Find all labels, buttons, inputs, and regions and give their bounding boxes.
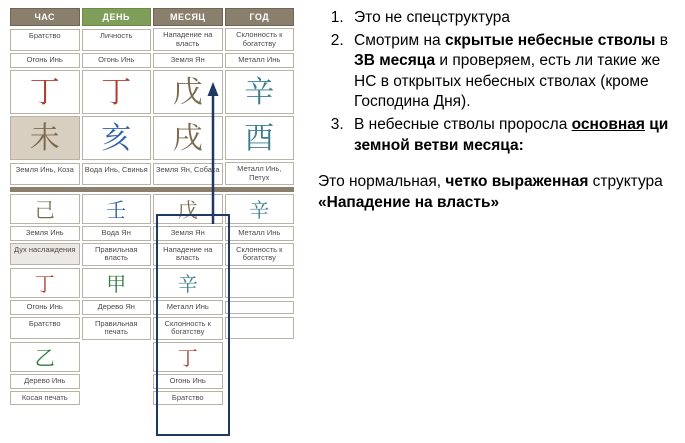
top-label-day: Личность [82, 29, 152, 51]
column-header-month: МЕСЯЦ [153, 8, 223, 26]
note-3-text-a: В небесные стволы проросла [354, 116, 572, 134]
note-2-text-a: Смотрим на [354, 31, 445, 49]
hidden-stem-glyph-month-2: 辛 [153, 268, 223, 298]
hidden-role-row-3 [10, 391, 294, 406]
hidden-stem-label-day-2: Дерево Ян [82, 300, 152, 315]
stem-element-hour: Огонь Инь [10, 53, 80, 68]
stem-glyph-row [10, 70, 294, 114]
hidden-stem-glyph-hour-1: 己 [10, 194, 80, 224]
hidden-stem-glyph-hour-2: 丁 [10, 268, 80, 298]
hidden-stem-label-day-1: Вода Ян [82, 226, 152, 241]
separator-row [10, 187, 294, 192]
hidden-stem-glyph-hour-3: 乙 [10, 342, 80, 372]
header-row [10, 8, 294, 26]
hidden-role-hour-2: Братство [10, 317, 80, 339]
notes-panel [318, 8, 678, 213]
branch-glyph-month: 戌 [153, 116, 223, 160]
closing-statement [318, 172, 678, 213]
note-2-text-e: и проверяем, есть ли такие же НС в открытых небесных стволах (кроме Господина Дня). [354, 52, 661, 111]
stem-glyph-day: 丁 [82, 70, 152, 114]
section-divider [10, 187, 294, 192]
hidden-stem-glyph-day-3 [82, 342, 152, 372]
hidden-stem-glyph-day-1: 壬 [82, 194, 152, 224]
top-labels-row [10, 28, 294, 51]
hidden-stem-glyph-year-1: 辛 [225, 194, 295, 224]
stem-element-year: Металл Инь [225, 53, 295, 68]
hidden-role-day-2: Правильная печать [82, 317, 152, 340]
stem-element-month: Земля Ян [153, 53, 223, 68]
hidden-stem-label-month-2: Металл Инь [153, 300, 223, 315]
upward-arrow-icon [206, 82, 220, 224]
branch-glyph-year: 酉 [225, 116, 295, 160]
hidden-stem-glyph-row-2 [10, 268, 294, 298]
branch-label-month: Земля Ян, Собака [153, 163, 223, 185]
top-label-month: Нападение на власть [153, 28, 223, 51]
hidden-stem-label-row-2 [10, 300, 294, 315]
closing-text-d: «Нападение на власть» [318, 193, 500, 211]
hidden-role-row-1 [10, 243, 294, 266]
closing-text-a: Это нормальная, [318, 173, 446, 191]
column-header-year: ГОД [225, 8, 295, 26]
hidden-stem-glyph-row-3 [10, 342, 294, 372]
branch-label-day: Вода Инь, Свинья [82, 163, 152, 185]
note-3-text-c: ци земной ветви месяца: [354, 116, 669, 154]
stem-element-row [10, 53, 294, 68]
top-label-hour: Братство [10, 29, 80, 51]
hidden-role-month-2: Склонность к богатству [153, 317, 223, 340]
column-header-hour: ЧАС [10, 8, 80, 26]
branch-glyph-hour: 未 [10, 116, 80, 160]
note-2-text-d: ЗВ месяца [354, 52, 436, 70]
hidden-stem-glyph-year-3 [225, 342, 295, 372]
column-header-day: ДЕНЬ [82, 8, 152, 26]
hidden-role-month-3: Братство [153, 391, 223, 406]
branch-glyph-day: 亥 [82, 116, 152, 160]
note-item-1 [348, 8, 678, 29]
hidden-role-day-1: Правильная власть [82, 243, 152, 266]
stem-glyph-month: 戊 [153, 70, 223, 114]
hidden-role-year-1: Склонность к богатству [225, 243, 295, 266]
branch-label-year: Металл Инь, Петух [225, 162, 295, 185]
branch-label-hour: Земля Инь, Коза [10, 163, 80, 185]
note-2-text-c: в [655, 31, 668, 49]
notes-list [318, 8, 678, 156]
hidden-stem-glyph-month-3: 丁 [153, 342, 223, 372]
hidden-role-row-2 [10, 317, 294, 340]
hidden-role-day-3 [82, 391, 152, 404]
hidden-stem-label-year-1: Металл Инь [225, 226, 295, 241]
note-2-text-b: скрытые небесные стволы [444, 31, 656, 49]
note-3-text-b: основная [571, 116, 645, 134]
branch-glyph-row [10, 116, 294, 160]
hidden-stem-label-row-3 [10, 374, 294, 389]
hidden-role-hour-1: Дух наслаждения [10, 243, 80, 265]
hidden-role-hour-3: Косая печать [10, 391, 80, 406]
hidden-stem-label-day-3 [82, 375, 152, 388]
hidden-role-month-1: Нападение на власть [153, 243, 223, 266]
closing-text-b: четко выраженная [445, 173, 589, 191]
hidden-stem-label-month-3: Огонь Инь [153, 374, 223, 389]
bazi-table [8, 6, 296, 407]
hidden-stem-label-row-1 [10, 226, 294, 241]
hidden-stem-label-year-2 [225, 301, 295, 314]
hidden-stem-glyph-year-2 [225, 268, 295, 298]
hidden-stem-label-year-3 [225, 375, 295, 388]
note-1-text: Это не спецструктура [354, 9, 511, 26]
note-item-3 [348, 115, 678, 156]
top-label-year: Склонность к богатству [225, 28, 295, 51]
stem-glyph-hour: 丁 [10, 70, 80, 114]
stem-element-day: Огонь Инь [82, 53, 152, 68]
hidden-role-year-3 [225, 391, 295, 404]
bazi-chart [8, 6, 296, 436]
hidden-stem-label-month-1: Земля Ян [153, 226, 223, 241]
hidden-stem-label-hour-3: Дерево Инь [10, 374, 80, 389]
closing-text-c: структура [588, 173, 663, 191]
hidden-stem-glyph-day-2: 甲 [82, 268, 152, 298]
hidden-role-year-2 [225, 317, 295, 339]
hidden-stem-label-hour-2: Огонь Инь [10, 300, 80, 315]
hidden-stem-glyph-row-1 [10, 194, 294, 224]
note-item-2 [348, 31, 678, 113]
hidden-stem-label-hour-1: Земля Инь [10, 226, 80, 241]
stem-glyph-year: 辛 [225, 70, 295, 114]
hidden-stem-glyph-month-1: 戊 [153, 194, 223, 224]
branch-label-row [10, 162, 294, 185]
